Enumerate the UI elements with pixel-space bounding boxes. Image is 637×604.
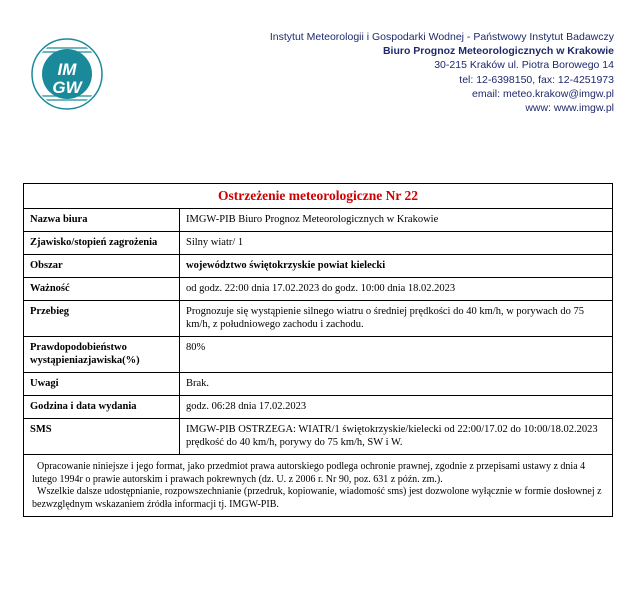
value-validity: od godz. 22:00 dnia 17.02.2023 do godz. 10:00 dnia 18.02.2023: [180, 278, 613, 301]
institute-header: [270, 30, 614, 115]
value-probability: 80%: [180, 337, 613, 373]
label-phenomenon: Zjawisko/stopień zagrożenia: [24, 232, 180, 255]
label-probability: Prawdopodobieństwo wystąpieniazjawiska(%): [24, 337, 180, 373]
label-remarks: Uwagi: [24, 373, 180, 396]
warning-table: [24, 209, 612, 455]
row-phenomenon: [24, 232, 612, 255]
row-area: [24, 255, 612, 278]
logo-text-bottom: GW: [52, 78, 82, 97]
copyright-paragraph-1: Opracowanie niniejsze i jego format, jako przedmiot prawa autorskiego podlega ochronie prawnej, zgodnie z przepisami ustawy z dnia 4 lutego 1994r o prawie autorskim i prawach pokrewnych (dz. U. z 2006 r. Nr 90, poz. 631 z późn. zm.).: [32, 461, 586, 485]
value-area: województwo świętokrzyskie powiat kielecki: [180, 255, 613, 278]
value-issued: godz. 06:28 dnia 17.02.2023: [180, 396, 613, 419]
label-area: Obszar: [24, 255, 180, 278]
institute-name: Instytut Meteorologii i Gospodarki Wodnej - Państwowy Instytut Badawczy: [269, 31, 614, 43]
imgw-logo: [30, 34, 104, 114]
warning-title: Ostrzeżenie meteorologiczne Nr 22: [24, 184, 612, 209]
row-probability: [24, 337, 612, 373]
office-name: Biuro Prognoz Meteorologicznych w Krakowie: [382, 45, 614, 58]
row-office: [24, 209, 612, 232]
row-validity: [24, 278, 612, 301]
value-sms: IMGW-PIB OSTRZEGA: WIATR/1 świętokrzyskie/kielecki od 22:00/17.02 do 10:00/18.02.2023 prędkość do 40 km/h, porywy do 75 km/h, SW i W.: [180, 419, 613, 455]
label-course: Przebieg: [24, 301, 180, 337]
warning-document: [23, 183, 613, 517]
office-phone: tel: 12-6398150, fax: 12-4251973: [459, 73, 614, 86]
row-course: [24, 301, 612, 337]
value-office: IMGW-PIB Biuro Prognoz Meteorologicznych w Krakowie: [180, 209, 613, 232]
office-address: 30-215 Kraków ul. Piotra Borowego 14: [434, 59, 614, 72]
copyright-notice: [24, 455, 612, 516]
copyright-paragraph-2: Wszelkie dalsze udostępnianie, rozpowszechnianie (przedruk, kopiowanie, wiadomość sms) jest dozwolone wyłącznie w formie dosłownej z bezwzględnym wskazaniem źródła informacji tj. IMGW-PIB.: [32, 486, 602, 510]
row-sms: [24, 419, 612, 455]
logo-text-top: IM: [57, 60, 77, 79]
label-sms: SMS: [24, 419, 180, 455]
office-www[interactable]: www: www.imgw.pl: [525, 102, 614, 115]
row-remarks: [24, 373, 612, 396]
label-office: Nazwa biura: [24, 209, 180, 232]
value-remarks: Brak.: [180, 373, 613, 396]
row-issued: [24, 396, 612, 419]
label-validity: Ważność: [24, 278, 180, 301]
label-issued: Godzina i data wydania: [24, 396, 180, 419]
value-course: Prognozuje się wystąpienie silnego wiatru o średniej prędkości do 40 km/h, w porywach do 75 km/h, z południowego zachodu i zachodu.: [180, 301, 613, 337]
office-email[interactable]: email: meteo.krakow@imgw.pl: [472, 87, 614, 100]
value-phenomenon: Silny wiatr/ 1: [180, 232, 613, 255]
